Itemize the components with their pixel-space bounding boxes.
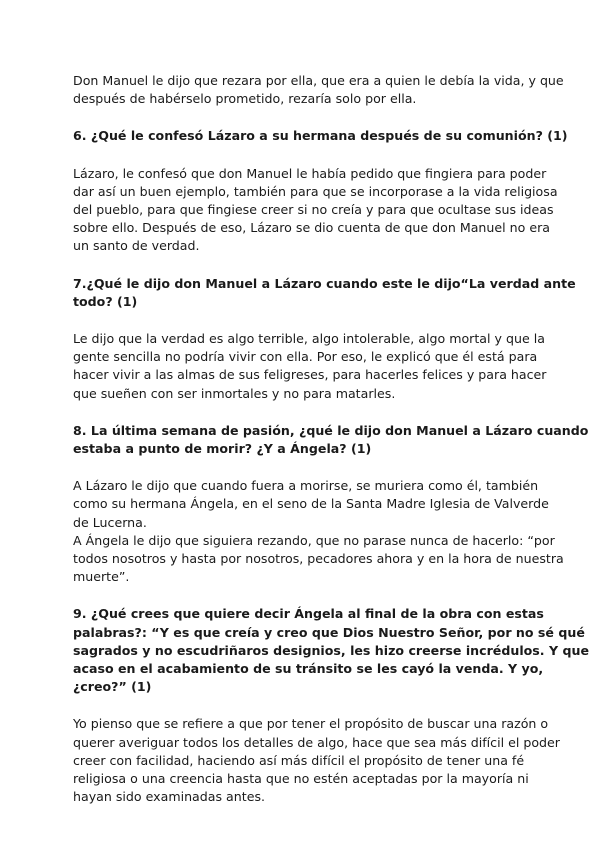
- text-line: 9. ¿Qué crees que quiere decir Ángela al final de la obra con estas: [73, 606, 544, 622]
- paragraph-spacer: [73, 256, 535, 275]
- text-line: dar así un buen ejemplo, también para que se incorporase a la vida religiosa: [73, 183, 558, 199]
- question-heading: [73, 422, 589, 458]
- text-line: Lázaro, le confesó que don Manuel le había pedido que fingiera para poder: [73, 165, 547, 181]
- text-line: palabras?: “Y es que creía y creo que Dios Nuestro Señor, por no sé qué: [73, 624, 585, 640]
- text-line: A Lázaro le dijo que cuando fuera a morirse, se muriera como él, también: [73, 478, 539, 494]
- text-line: un santo de verdad.: [73, 238, 200, 254]
- text-line: del pueblo, para que fingiese creer si no creía y para que ocultase sus ideas: [73, 202, 554, 218]
- text-line: 8. La última semana de pasión, ¿qué le dijo don Manuel a Lázaro cuando: [73, 422, 589, 438]
- text-line: 6. ¿Qué le confesó Lázaro a su hermana después de su comunión? (1): [73, 128, 568, 144]
- question-heading: [73, 275, 576, 311]
- text-line: sagrados y no escudriñaros designios, les hizo creerse incrédulos. Y que: [73, 642, 589, 658]
- answer-paragraph: [73, 72, 564, 108]
- text-line: acaso en el acabamiento de su tránsito se les cayó la venda. Y yo,: [73, 661, 544, 677]
- paragraph-spacer: [73, 403, 535, 422]
- text-line: muerte”.: [73, 569, 130, 585]
- answer-paragraph: [73, 477, 564, 586]
- answer-paragraph: [73, 715, 560, 806]
- text-line: hayan sido examinadas antes.: [73, 789, 266, 805]
- text-line: Don Manuel le dijo que rezara por ella, que era a quien le debía la vida, y que: [73, 73, 564, 88]
- paragraph-spacer: [73, 146, 535, 165]
- answer-paragraph: [73, 330, 547, 403]
- text-line: Le dijo que la verdad es algo terrible, algo intolerable, algo mortal y que la: [73, 331, 545, 347]
- paragraph-spacer: [73, 458, 535, 477]
- text-line: ¿creo?” (1): [73, 679, 152, 695]
- question-heading: [73, 127, 568, 145]
- text-line: todo? (1): [73, 293, 138, 309]
- question-heading: [73, 605, 589, 696]
- text-line: creer con facilidad, haciendo así más difícil el propósito de tener una fé: [73, 752, 525, 768]
- text-line: todos nosotros y hasta por nosotros, pecadores ahora y en la hora de nuestra: [73, 551, 564, 567]
- text-line: querer averiguar todos los detalles de algo, hace que sea más difícil el poder: [73, 734, 560, 750]
- text-line: de Lucerna.: [73, 514, 147, 530]
- text-line: como su hermana Ángela, en el seno de la Santa Madre Iglesia de Valverde: [73, 496, 549, 512]
- text-line: gente sencilla no podría vivir con ella. Por eso, le explicó que él está para: [73, 349, 538, 365]
- text-line: que sueñen con ser inmortales y no para matarles.: [73, 385, 396, 401]
- text-line: sobre ello. Después de eso, Lázaro se dio cuenta de que don Manuel no era: [73, 220, 550, 236]
- paragraph-spacer: [73, 311, 535, 330]
- answer-paragraph: [73, 165, 558, 256]
- text-line: hacer vivir a las almas de sus feligreses, para hacerles felices y para hacer: [73, 367, 547, 383]
- text-line: 7.¿Qué le dijo don Manuel a Lázaro cuando este le dijo“La verdad ante: [73, 275, 576, 291]
- text-line: religiosa o una creencia hasta que no estén aceptadas por la mayoría ni: [73, 771, 529, 787]
- text-line: después de habérselo prometido, rezaría solo por ella.: [73, 91, 417, 107]
- document-page: [73, 72, 589, 807]
- paragraph-spacer: [73, 696, 535, 715]
- text-line: estaba a punto de morir? ¿Y a Ángela? (1): [73, 441, 372, 457]
- paragraph-spacer: [73, 586, 535, 605]
- text-line: Yo pienso que se refiere a que por tener el propósito de buscar una razón o: [73, 716, 549, 732]
- text-line: A Ángela le dijo que siguiera rezando, que no parase nunca de hacerlo: “por: [73, 532, 555, 548]
- paragraph-spacer: [73, 108, 535, 127]
